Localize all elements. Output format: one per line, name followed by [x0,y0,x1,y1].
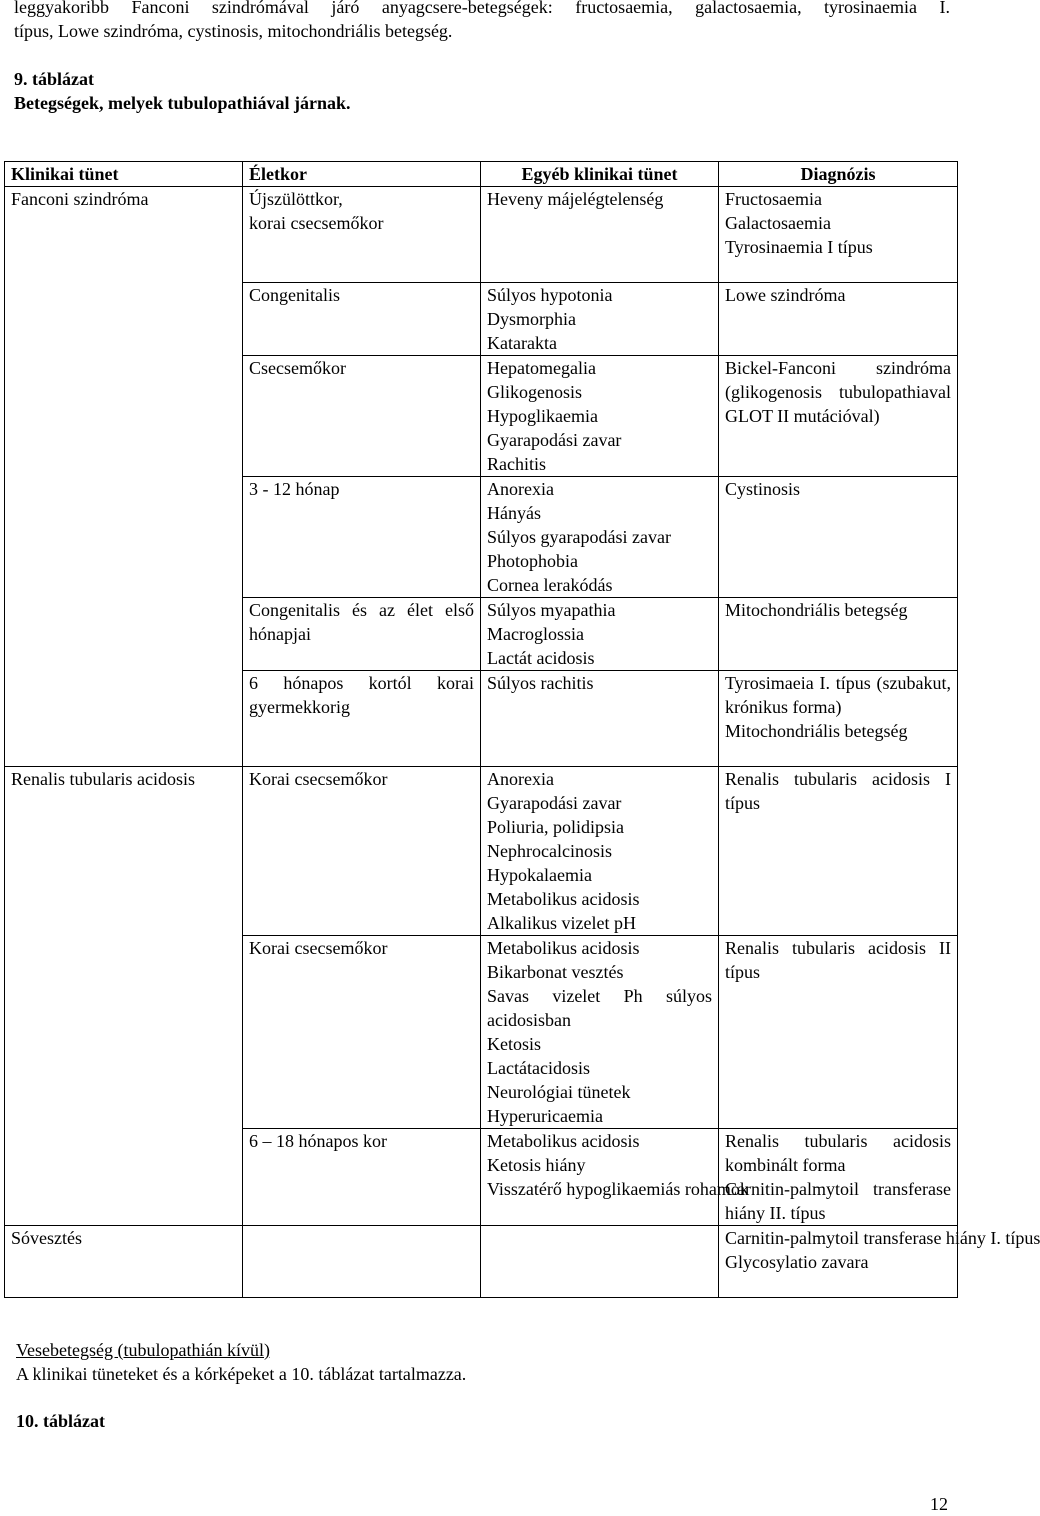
age-text: korai csecsemőkor [249,213,384,233]
diagnosis-text: Tyrosimaeia I. típus (szubakut, krónikus forma) [725,673,951,717]
table-title: Betegségek, melyek tubulopathiával járnak. [14,93,351,113]
symptom-text: Gyarapodási zavar [487,430,622,450]
diagnosis-text: Lowe szindróma [725,285,846,305]
symptom-text: Glikogenosis [487,382,583,402]
intro-line-2: típus, Lowe szindróma, cystinosis, mitochondriális betegség. [14,21,453,41]
table-row [5,767,958,936]
diagnosis-text: Carnitin-palmytoil transferase hiány II. típus [725,1179,951,1223]
clinical-symptom-text: Renalis tubularis acidosis [11,769,195,789]
age-cell [243,1226,481,1298]
age-text: 6 – 18 hónapos kor [249,1131,387,1151]
symptom-text: Hepatomegalia [487,358,596,378]
header-clinical-symptom: Klinikai tünet [5,162,243,187]
age-text: Korai csecsemőkor [249,938,388,958]
symptom-text: Bikarbonat vesztés [487,962,624,982]
clinical-symptom-text: Sóvesztés [11,1228,82,1248]
age-cell [243,477,481,598]
diagnosis-cell [719,936,958,1129]
table-number: 9. táblázat [14,69,94,89]
diagnosis-text: Fructosaemia [725,189,822,209]
symptom-text: Poliuria, polidipsia [487,817,624,837]
diagnosis-text: Bickel-Fanconi szindróma (glikogenosis tubulopathiaval GLOT II mutációval) [725,358,951,426]
diagnosis-cell [719,283,958,356]
age-text: 3 - 12 hónap [249,479,340,499]
clinical-symptom-cell [5,767,243,1226]
symptom-text: Ketosis hiány [487,1155,586,1175]
clinical-symptom-text: Fanconi szindróma [11,189,149,209]
other-symptoms-cell [481,936,719,1129]
clinical-symptom-cell [5,1226,243,1298]
age-text: 6 hónapos kortól korai gyermekkorig [249,673,474,717]
diagnosis-text: Tyrosinaemia I típus [725,237,873,257]
diagnosis-cell [719,767,958,936]
diagnosis-cell [719,671,958,767]
diagnosis-cell [719,1129,958,1226]
symptom-text: Alkalikus vizelet pH [487,913,636,933]
age-cell [243,187,481,283]
other-symptoms-cell [481,767,719,936]
other-symptoms-cell [481,187,719,283]
diagnosis-cell [719,1226,1040,1298]
symptom-text: Macroglossia [487,624,584,644]
table-row [5,187,958,283]
age-cell [243,936,481,1129]
age-text: Újszülöttkor, [249,189,343,209]
age-cell [243,356,481,477]
other-symptoms-cell [481,477,719,598]
section-heading-link: Vesebetegség (tubulopathián kívül) [16,1340,270,1360]
symptom-text: Anorexia [487,769,554,789]
diagnosis-text: Renalis tubularis acidosis kombinált forma [725,1131,951,1175]
age-text: Csecsemőkor [249,358,346,378]
table-header-row [5,162,958,187]
other-symptoms-cell [481,356,719,477]
symptom-text: Katarakta [487,333,557,353]
table-caption [14,67,351,115]
symptom-text: Metabolikus acidosis [487,889,640,909]
page-number: 12 [930,1494,948,1514]
diagnosis-text: Glycosylatio zavara [725,1252,869,1272]
symptom-text: Nephrocalcinosis [487,841,612,861]
other-symptoms-cell [481,1129,749,1226]
symptom-text: Súlyos rachitis [487,673,594,693]
intro-paragraph [14,0,950,43]
symptom-text: Súlyos gyarapodási zavar [487,527,671,547]
age-text: Korai csecsemőkor [249,769,388,789]
table-body [5,187,1040,1298]
symptom-text: Photophobia [487,551,579,571]
other-symptoms-cell [481,598,719,671]
diagnosis-text: Mitochondriális betegség [725,600,908,620]
symptom-text: Visszatérő hypoglikaemiás rohamok [487,1179,749,1199]
clinical-symptom-cell [5,187,243,767]
table-row [5,1226,958,1298]
section-text: A klinikai tüneteket és a kórképeket a 10. táblázat tartalmazza. [16,1364,467,1384]
tubulopathy-table [4,161,1040,1298]
symptom-text: Rachitis [487,454,546,474]
diagnosis-text: Carnitin-palmytoil transferase hiány I. típus [725,1228,1040,1248]
diagnosis-text: Cystinosis [725,479,801,499]
diagnosis-text: Renalis tubularis acidosis II típus [725,938,951,982]
symptom-text: Anorexia [487,479,554,499]
symptom-text: Lactátacidosis [487,1058,590,1078]
symptom-text: Ketosis [487,1034,541,1054]
header-diagnosis: Diagnózis [719,162,958,187]
header-other-symptoms: Egyéb klinikai tünet [481,162,719,187]
symptom-text: Hypoglikaemia [487,406,598,426]
footer-section [16,1338,466,1386]
age-cell [243,598,481,671]
diagnosis-cell [719,598,958,671]
symptom-text: Dysmorphia [487,309,576,329]
symptom-text: Metabolikus acidosis [487,938,640,958]
symptom-text: Savas vizelet Ph súlyos acidosisban [487,986,712,1030]
age-cell [243,767,481,936]
symptom-text: Hyperuricaemia [487,1106,603,1126]
diagnosis-text: Galactosaemia [725,213,831,233]
other-symptoms-cell [481,283,719,356]
age-cell [243,671,481,767]
diagnosis-cell [719,356,958,477]
diagnosis-text: Renalis tubularis acidosis I típus [725,769,951,813]
diagnosis-cell [719,477,958,598]
symptom-text: Metabolikus acidosis [487,1131,640,1151]
age-text: Congenitalis és az élet első hónapjai [249,600,474,644]
symptom-text: Neurológiai tünetek [487,1082,631,1102]
other-symptoms-cell [481,1226,719,1298]
symptom-text: Hypokalaemia [487,865,592,885]
diagnosis-text: Mitochondriális betegség [725,721,908,741]
symptom-text: Gyarapodási zavar [487,793,622,813]
symptom-text: Súlyos hypotonia [487,285,613,305]
header-age: Életkor [243,162,481,187]
other-symptoms-cell [481,671,719,767]
age-cell [243,1129,481,1226]
symptom-text: Súlyos myapathia [487,600,616,620]
symptom-text: Hányás [487,503,541,523]
diagnosis-cell [719,187,958,283]
intro-line-1: leggyakoribb Fanconi szindrómával járó anyagcsere-betegségek: fructosaemia, galactosaemia, tyrosinaemia I. [14,0,950,17]
age-cell [243,283,481,356]
symptom-text: Lactát acidosis [487,648,595,668]
symptom-text: Heveny májelégtelenség [487,189,664,209]
age-text: Congenitalis [249,285,340,305]
symptom-text: Cornea lerakódás [487,575,613,595]
next-table-caption: 10. táblázat [16,1411,105,1431]
